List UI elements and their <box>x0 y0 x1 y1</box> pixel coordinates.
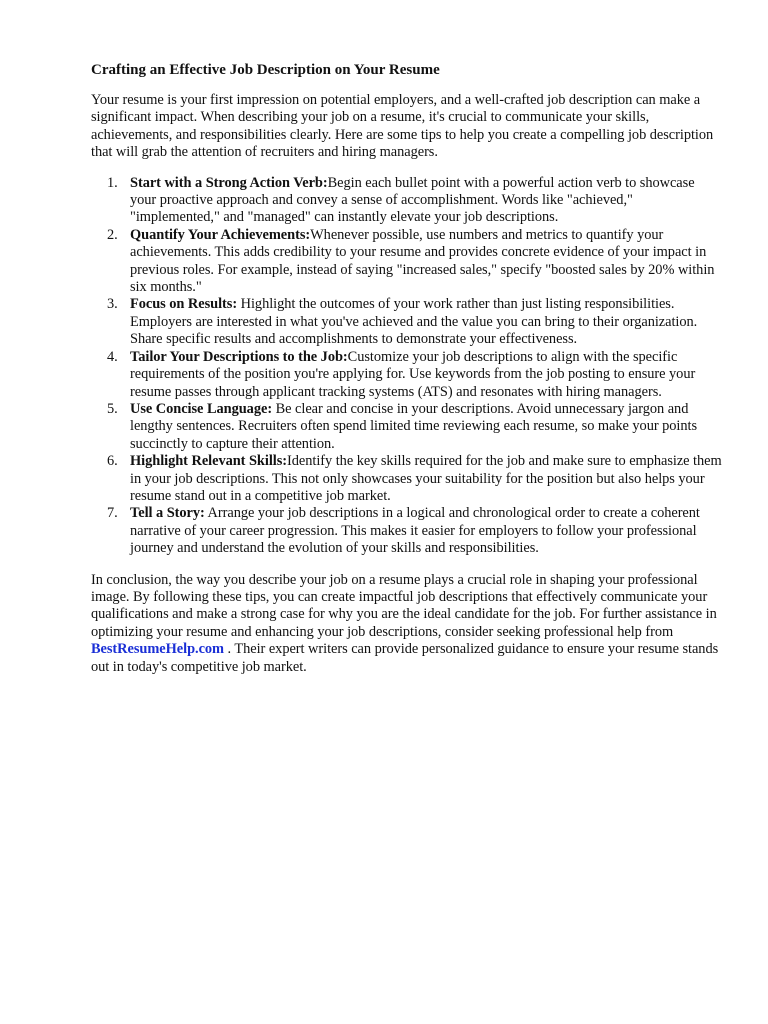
list-item-text: Highlight the outcomes of your work rather than just listing responsibilities. Employers are interested in what you've achieved and the value you can bring to their organization. Share specific results and accomplishments to demonstrate your effectiveness. <box>130 296 698 348</box>
list-item-text: Arrange your job descriptions in a logical and chronological order to create a coherent narrative of your career progression. This makes it easier for employers to follow your professional journey and understand the evolution of your skills and responsibilities. <box>130 505 700 557</box>
list-item-number: 3. <box>107 296 118 313</box>
list-item-heading: Tailor Your Descriptions to the Job: <box>130 348 348 365</box>
list-item-heading: Start with a Strong Action Verb: <box>130 174 328 191</box>
list-item <box>91 175 724 227</box>
list-item-number: 7. <box>107 505 118 522</box>
list-item-heading: Use Concise Language: <box>130 400 273 417</box>
conclusion-text-before-link: In conclusion, the way you describe your job on a resume plays a crucial role in shaping your professional image. By following these tips, you can create impactful job descriptions that effectively communicate your qualifications and make a strong case for why you are the ideal candidate for the job. For further assistance in optimizing your resume and enhancing your job descriptions, consider seeking professional help from <box>91 571 717 640</box>
list-item-text: Whenever possible, use numbers and metrics to quantify your achievements. This adds credibility to your resume and provides concrete evidence of your impact in previous roles. For example, instead of saying "increased sales," specify "boosted sales by 20% within six months." <box>130 226 715 296</box>
list-item <box>91 227 724 297</box>
tips-list <box>91 175 724 558</box>
list-item-text: Customize your job descriptions to align with the specific requirements of the position you're applying for. Use keywords from the job posting to ensure your resume passes through applicant tracking systems (ATS) and resonates with hiring managers. <box>130 348 696 400</box>
list-item-text: Identify the key skills required for the job and make sure to emphasize them in your job descriptions. This not only showcases your suitability for the position but also helps your resume stand out in a competitive job market. <box>130 453 722 504</box>
list-item-heading: Focus on Results: <box>130 296 238 313</box>
list-item <box>91 505 724 557</box>
list-item <box>91 453 724 505</box>
list-item-number: 4. <box>107 348 118 365</box>
list-item-heading: Highlight Relevant Skills: <box>130 453 288 470</box>
intro-paragraph: Your resume is your first impression on potential employers, and a well-crafted job description can make a significant impact. When describing your job on a resume, it's crucial to communicate your skills, achievements, and responsibilities clearly. Here are some tips to help you create a compelling job description that will grab the attention of recruiters and hiring managers. <box>91 92 714 161</box>
conclusion-text-after-link: . Their expert writers can provide personalized guidance to ensure your resume stands out in today's competitive job market. <box>91 641 719 675</box>
conclusion-paragraph <box>91 572 724 676</box>
list-item <box>91 349 724 401</box>
document-title: Crafting an Effective Job Description on Your Resume <box>91 62 440 78</box>
list-item-heading: Tell a Story: <box>130 505 205 522</box>
list-item-number: 5. <box>107 400 118 417</box>
list-item-number: 1. <box>107 174 118 191</box>
list-item-text: Begin each bullet point with a powerful action verb to showcase your proactive approach and convey a sense of accomplishment. Words like "achieved," "implemented," and "managed" can instantly elevate your job descriptions. <box>130 174 695 226</box>
list-item-number: 2. <box>107 226 118 243</box>
bestresumehelp-link[interactable]: BestResumeHelp.com <box>91 641 224 658</box>
list-item-heading: Quantify Your Achievements: <box>130 226 311 243</box>
list-item <box>91 401 724 453</box>
list-item-text: Be clear and concise in your descriptions. Avoid unnecessary jargon and lengthy sentences. Recruiters often spend limited time reviewing each resume, so make your points succinctly to capture their attention. <box>130 400 698 452</box>
list-item <box>91 296 724 348</box>
list-item-number: 6. <box>107 453 118 470</box>
